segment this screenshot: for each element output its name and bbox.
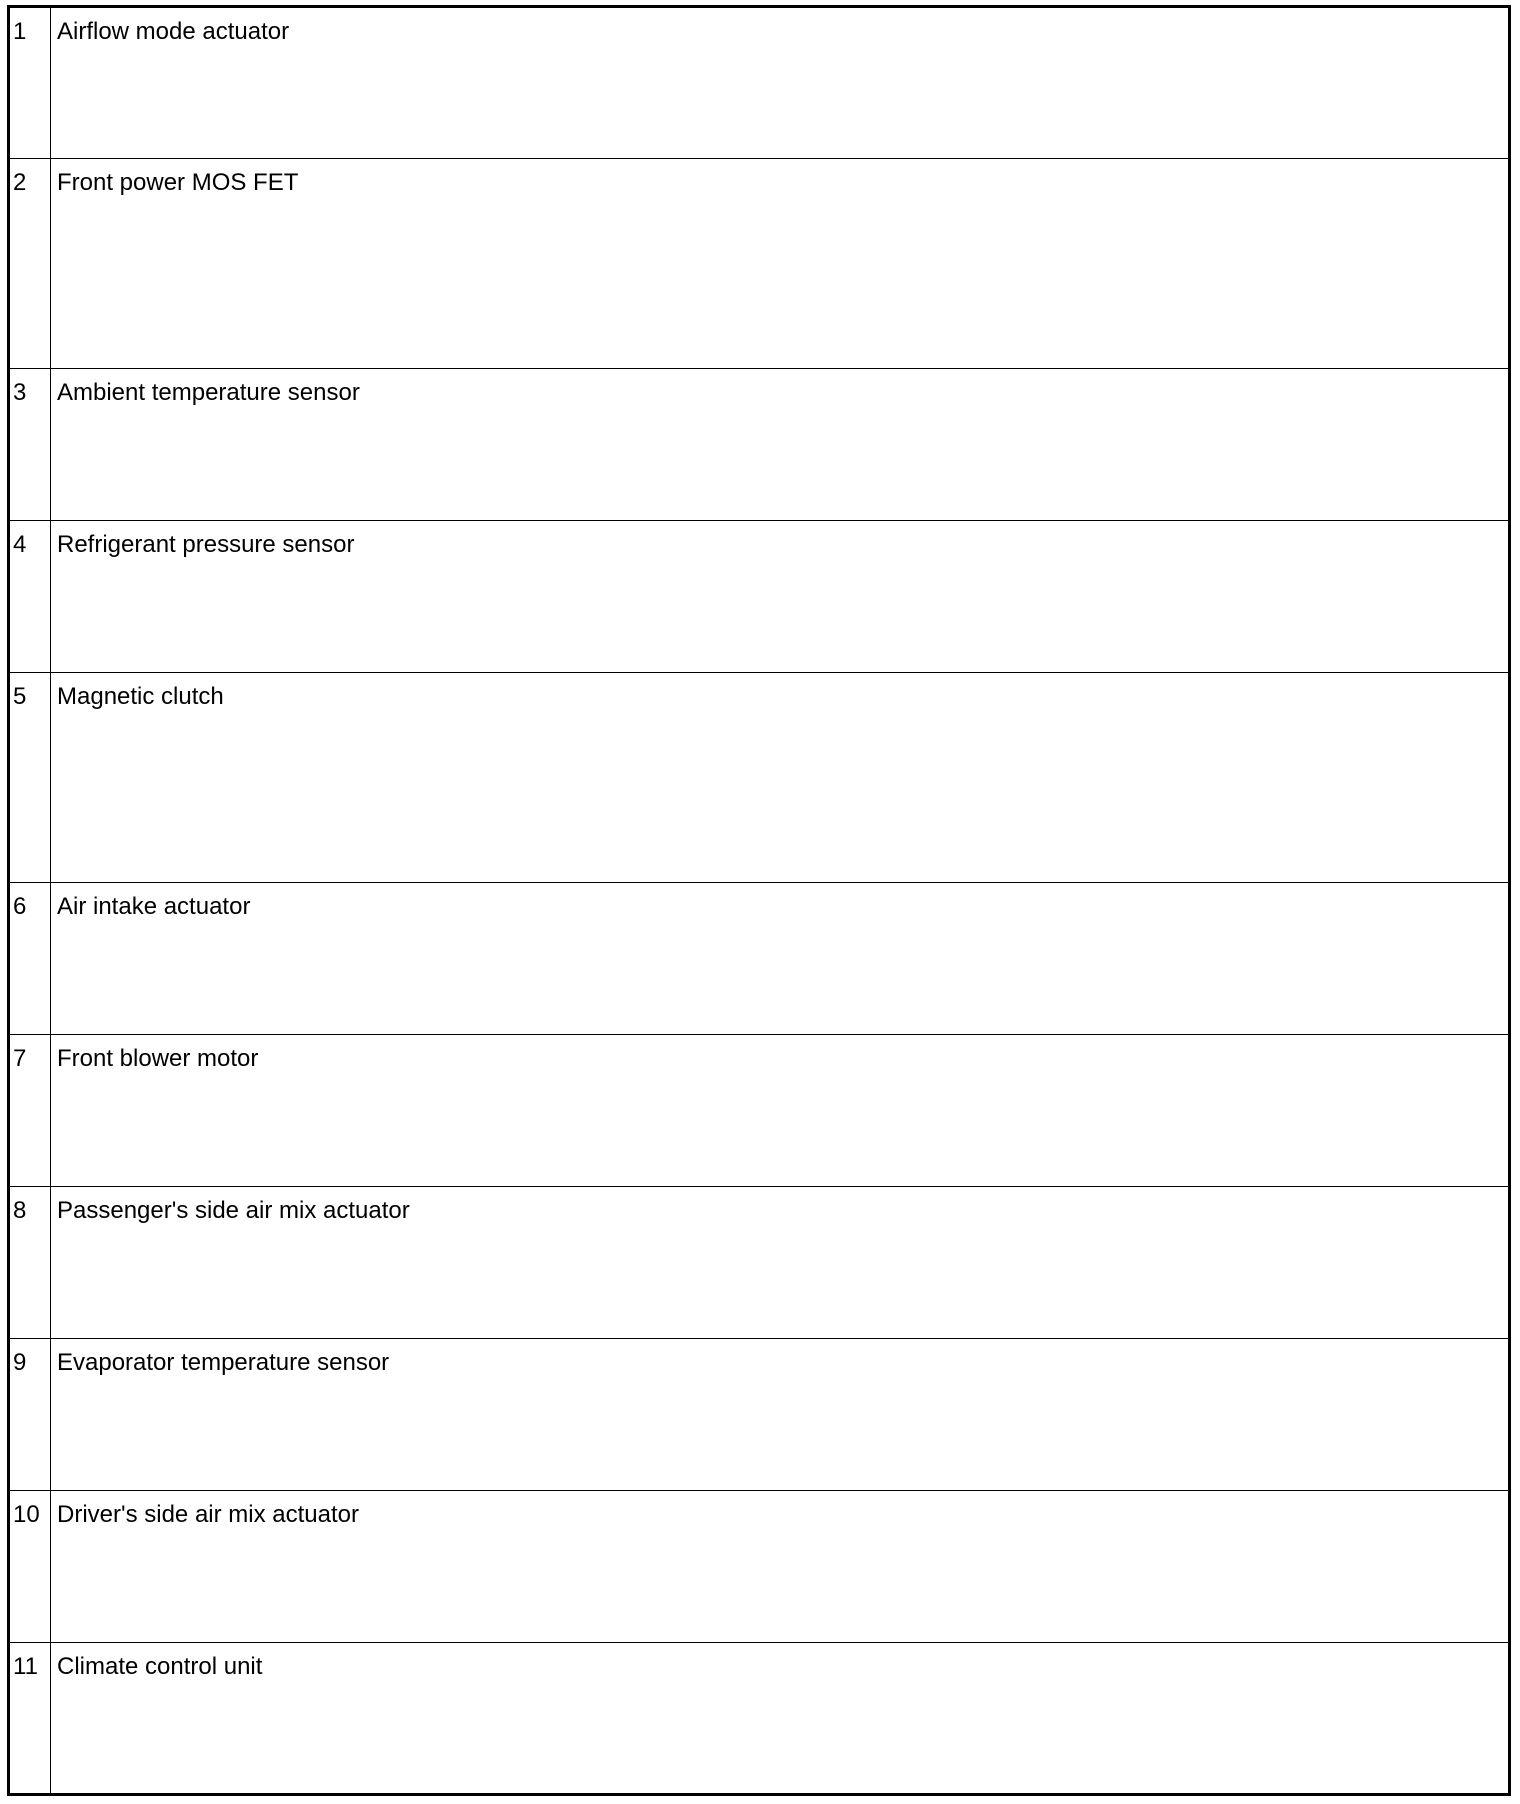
item-label: Ambient temperature sensor <box>51 369 1510 521</box>
item-label: Refrigerant pressure sensor <box>51 521 1510 673</box>
item-label: Airflow mode actuator <box>51 7 1510 159</box>
table-row <box>9 1035 1510 1187</box>
table-row <box>9 883 1510 1035</box>
table-row <box>9 1643 1510 1795</box>
item-label: Driver's side air mix actuator <box>51 1491 1510 1643</box>
item-number: 2 <box>9 159 51 369</box>
item-number: 11 <box>9 1643 51 1795</box>
item-number: 9 <box>9 1339 51 1491</box>
item-label: Air intake actuator <box>51 883 1510 1035</box>
item-number: 7 <box>9 1035 51 1187</box>
table-row <box>9 521 1510 673</box>
item-number: 3 <box>9 369 51 521</box>
item-number: 5 <box>9 673 51 883</box>
table-row <box>9 159 1510 369</box>
item-number: 8 <box>9 1187 51 1339</box>
item-number: 6 <box>9 883 51 1035</box>
table-row <box>9 673 1510 883</box>
item-label: Passenger's side air mix actuator <box>51 1187 1510 1339</box>
table-row <box>9 369 1510 521</box>
table-row <box>9 1339 1510 1491</box>
item-number: 10 <box>9 1491 51 1643</box>
table-row <box>9 7 1510 159</box>
item-label: Magnetic clutch <box>51 673 1510 883</box>
component-legend-table <box>7 5 1511 1796</box>
table-row <box>9 1187 1510 1339</box>
item-label: Climate control unit <box>51 1643 1510 1795</box>
item-label: Front power MOS FET <box>51 159 1510 369</box>
table-row <box>9 1491 1510 1643</box>
item-number: 4 <box>9 521 51 673</box>
item-label: Front blower motor <box>51 1035 1510 1187</box>
item-label: Evaporator temperature sensor <box>51 1339 1510 1491</box>
item-number: 1 <box>9 7 51 159</box>
